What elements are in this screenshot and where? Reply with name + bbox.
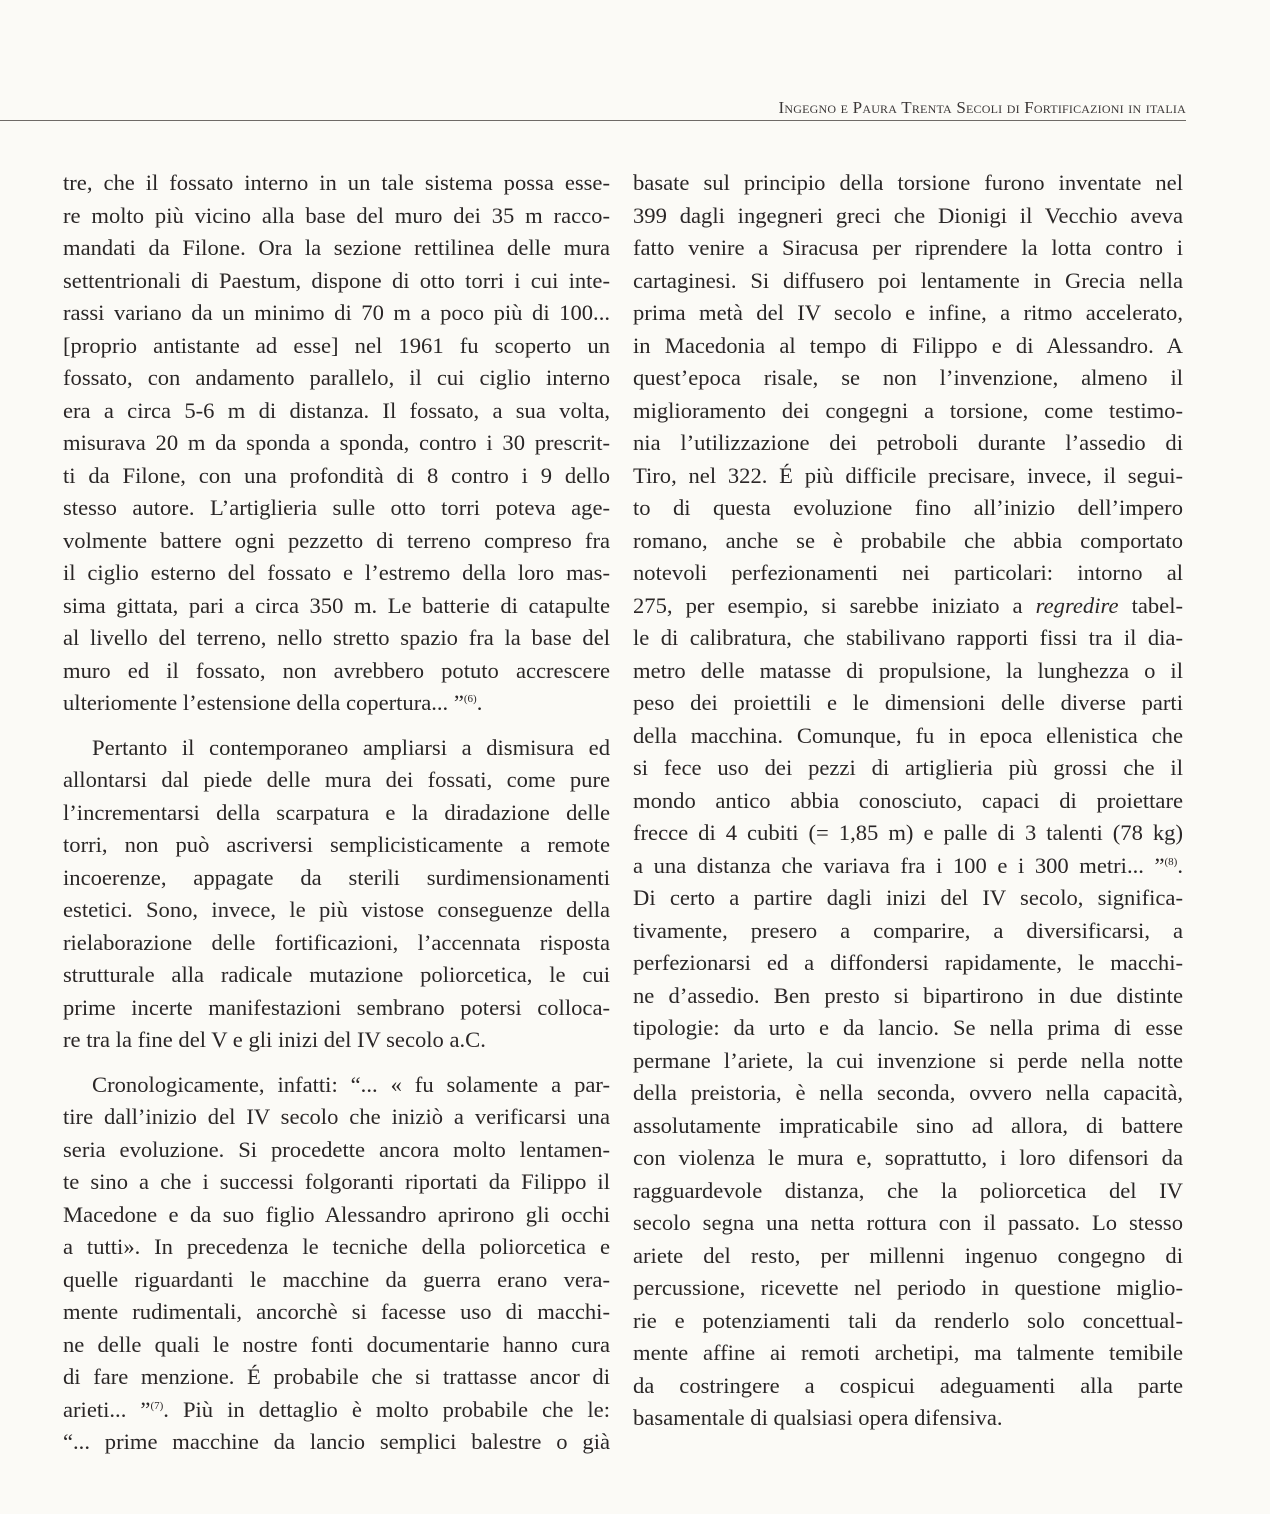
text-line: l’incrementarsi della scarpatura e la diradazione delle bbox=[63, 799, 610, 825]
text-line: Pertanto il contemporaneo ampliarsi a dismisura ed bbox=[92, 734, 610, 760]
text-line: Tiro, nel 322. É più difficile precisare, invece, il segui- bbox=[633, 462, 1183, 488]
footnote-ref-7: (7) bbox=[150, 1399, 164, 1412]
text-fragment: a una distanza che variava fra i 100 e i 300 metri... ” bbox=[633, 852, 1165, 878]
text-fragment: arieti... ” bbox=[63, 1396, 151, 1422]
text-line: ariete del resto, per millenni ingenuo congegno di bbox=[633, 1242, 1183, 1268]
text-fragment: . bbox=[1177, 852, 1183, 878]
text-line: seria evoluzione. Si procedette ancora molto lentamen- bbox=[63, 1136, 610, 1162]
italic-term: regredire bbox=[1035, 592, 1119, 618]
running-header bbox=[0, 100, 1186, 121]
text-line: percussione, ricevette nel periodo in questione miglio- bbox=[633, 1275, 1183, 1300]
text-line: tipologie: da urto e da lancio. Se nella prima di esse bbox=[633, 1015, 1183, 1040]
text-line: estetici. Sono, invece, le più vistose conseguenze della bbox=[63, 897, 610, 922]
text-line: [proprio antistante ad esse] nel 1961 fu scoperto un bbox=[63, 332, 610, 358]
text-line: da costringere a cospicui adeguamenti alla parte bbox=[633, 1372, 1183, 1398]
text-line: perfezionarsi ed a diffondersi rapidamente, le macchi- bbox=[633, 950, 1183, 975]
text-line: muro ed il fossato, non avrebbero potuto accrescere bbox=[63, 657, 610, 683]
text-line: mente affine ai remoti archetipi, ma talmente temibile bbox=[633, 1340, 1183, 1365]
text-line: te sino a che i successi folgoranti riportati da Filippo il bbox=[63, 1169, 610, 1194]
text-line: romano, anche se è probabile che abbia comportato bbox=[633, 527, 1183, 553]
text-line: fossato, con andamento parallelo, il cui ciglio interno bbox=[63, 365, 610, 390]
paragraph-gap bbox=[63, 1057, 610, 1069]
text-line: mandati da Filone. Ora la sezione rettilinea delle mura bbox=[63, 235, 610, 260]
text-line: secolo segna una netta rottura con il passato. Lo stesso bbox=[633, 1210, 1183, 1235]
text-line: volmente battere ogni pezzetto di terreno compreso fra bbox=[63, 527, 610, 553]
text-line: misurava 20 m da sponda a sponda, contro i 30 prescrit- bbox=[63, 430, 610, 455]
text-line: basamentale di qualsiasi opera difensiva. bbox=[633, 1405, 1003, 1430]
text-line: il ciglio esterno del fossato e l’estremo della loro mas- bbox=[63, 560, 610, 585]
text-line bbox=[63, 687, 610, 720]
text-line: basate sul principio della torsione furono inventate nel bbox=[633, 170, 1183, 195]
text-line: metro delle matasse di propulsione, la lunghezza o il bbox=[633, 657, 1183, 683]
text-line: mondo antico abbia conosciuto, capaci di proiettare bbox=[633, 787, 1183, 813]
text-line: tivamente, presero a comparire, a diversificarsi, a bbox=[633, 917, 1183, 943]
text-line bbox=[63, 1394, 610, 1427]
text-line: in Macedonia al tempo di Filippo e di Alessandro. A bbox=[633, 332, 1183, 358]
text-line: “... prime macchine da lancio semplici balestre o già bbox=[63, 1429, 610, 1454]
text-line: assolutamente impraticabile sino ad allora, di battere bbox=[633, 1112, 1183, 1138]
footnote-ref-6: (6) bbox=[463, 693, 477, 705]
text-line: allontarsi dal piede delle mura dei fossati, come pure bbox=[63, 767, 610, 792]
text-line: Cronologicamente, infatti: “... « fu solamente a par- bbox=[92, 1071, 610, 1097]
text-line: tre, che il fossato interno in un tale sistema possa esse- bbox=[63, 170, 610, 195]
text-line: della macchina. Comunque, fu in epoca ellenistica che bbox=[633, 722, 1183, 748]
text-line: a tutti». In precedenza le tecniche della poliorcetica e bbox=[63, 1234, 610, 1259]
text-line: re molto più vicino alla base del muro dei 35 m racco- bbox=[63, 202, 610, 228]
text-line bbox=[633, 590, 1183, 623]
text-line: mente rudimentali, ancorchè si facesse uso di macchi- bbox=[63, 1299, 610, 1324]
text-line: le di calibratura, che stabilivano rapporti fissi tra il dia- bbox=[633, 625, 1183, 650]
footnote-ref-8: (8) bbox=[1164, 855, 1178, 868]
text-line: ne d’assedio. Ben presto si bipartirono in due distinte bbox=[633, 982, 1183, 1008]
text-line: ti da Filone, con una profondità di 8 contro i 9 dello bbox=[63, 462, 610, 488]
text-line: cartaginesi. Si diffusero poi lentamente in Grecia nella bbox=[633, 267, 1183, 293]
text-line: torri, non può ascriversi semplicisticamente a remote bbox=[63, 832, 610, 857]
text-line: al livello del terreno, nello stretto spazio fra la base del bbox=[63, 625, 610, 650]
text-line: miglioramento dei congegni a torsione, come testimo- bbox=[633, 397, 1183, 423]
text-line: peso dei proiettili e le dimensioni delle diverse parti bbox=[633, 690, 1183, 715]
text-line: re tra la fine del V e gli inizi del IV secolo a.C. bbox=[63, 1027, 486, 1052]
text-line: sima gittata, pari a circa 350 m. Le batterie di catapulte bbox=[63, 592, 610, 618]
text-line: con violenza le mura e, soprattutto, i loro difensori da bbox=[633, 1145, 1183, 1170]
text-line: di fare menzione. É probabile che si trattasse ancor di bbox=[63, 1364, 610, 1389]
text-line: rielaborazione delle fortificazioni, l’accennata risposta bbox=[63, 929, 610, 955]
text-line: nia l’utilizzazione dei petroboli durante l’assedio di bbox=[633, 430, 1183, 455]
paragraph-gap bbox=[63, 720, 610, 732]
text-line: stesso autore. L’artiglieria sulle otto torri poteva age- bbox=[63, 495, 610, 520]
text-line: 399 dagli ingegneri greci che Dionigi il Vecchio aveva bbox=[633, 202, 1183, 228]
text-line: della preistoria, è nella seconda, ovvero nella capacità, bbox=[633, 1080, 1183, 1105]
text-line: quest’epoca risale, se non l’invenzione, almeno il bbox=[633, 365, 1183, 390]
left-column bbox=[63, 167, 610, 1459]
text-line: prima metà del IV secolo e infine, a ritmo accelerato, bbox=[633, 300, 1183, 325]
text-line: rassi variano da un minimo di 70 m a poco più di 100... bbox=[63, 300, 610, 325]
text-line: era a circa 5-6 m di distanza. Il fossato, a sua volta, bbox=[63, 397, 610, 423]
text-line: Macedone e da suo figlio Alessandro aprirono gli occhi bbox=[63, 1201, 610, 1227]
text-line: ne delle quali le nostre fonti documentarie hanno cura bbox=[63, 1331, 610, 1357]
text-fragment: . Più in dettaglio è molto probabile che le: bbox=[163, 1396, 610, 1422]
text-line: to di questa evoluzione fino all’inizio dell’impero bbox=[633, 495, 1183, 520]
text-line: frecce di 4 cubiti (= 1,85 m) e palle di 3 talenti (78 kg) bbox=[633, 820, 1183, 845]
text-line: rie e potenziamenti tali da renderlo solo concettual- bbox=[633, 1307, 1183, 1333]
text-line: Di certo a partire dagli inizi del IV secolo, significa- bbox=[633, 885, 1183, 910]
text-line: incoerenze, appagate da sterili surdimensionamenti bbox=[63, 864, 610, 890]
text-line: permane l’ariete, la cui invenzione si perde nella notte bbox=[633, 1047, 1183, 1073]
text-line: si fece uso dei pezzi di artiglieria più grossi che il bbox=[633, 755, 1183, 780]
text-line: fatto venire a Siracusa per riprendere la lotta contro i bbox=[633, 235, 1183, 260]
text-fragment: . bbox=[476, 690, 483, 715]
text-line: settentrionali di Paestum, dispone di otto torri i cui inte- bbox=[63, 267, 610, 293]
header-title: Ingegno e Paura Trenta Secoli di Fortificazioni in italia bbox=[778, 98, 1186, 117]
text-line: notevoli perfezionamenti nei particolari: intorno al bbox=[633, 560, 1183, 585]
right-column bbox=[633, 167, 1183, 1435]
text-line: ragguardevole distanza, che la poliorcetica del IV bbox=[633, 1177, 1183, 1203]
text-line: strutturale alla radicale mutazione poliorcetica, le cui bbox=[63, 962, 610, 987]
text-fragment: ulteriomente l’estensione della copertura... ” bbox=[63, 690, 464, 715]
text-fragment: tabel- bbox=[1131, 592, 1184, 618]
text-fragment: 275, per esempio, si sarebbe iniziato a bbox=[633, 592, 1023, 618]
text-line: quelle riguardanti le macchine da guerra erano vera- bbox=[63, 1266, 610, 1292]
text-line bbox=[633, 850, 1183, 883]
text-line: tire dall’inizio del IV secolo che iniziò a verificarsi una bbox=[63, 1104, 610, 1129]
text-line: prime incerte manifestazioni sembrano potersi colloca- bbox=[63, 994, 610, 1020]
